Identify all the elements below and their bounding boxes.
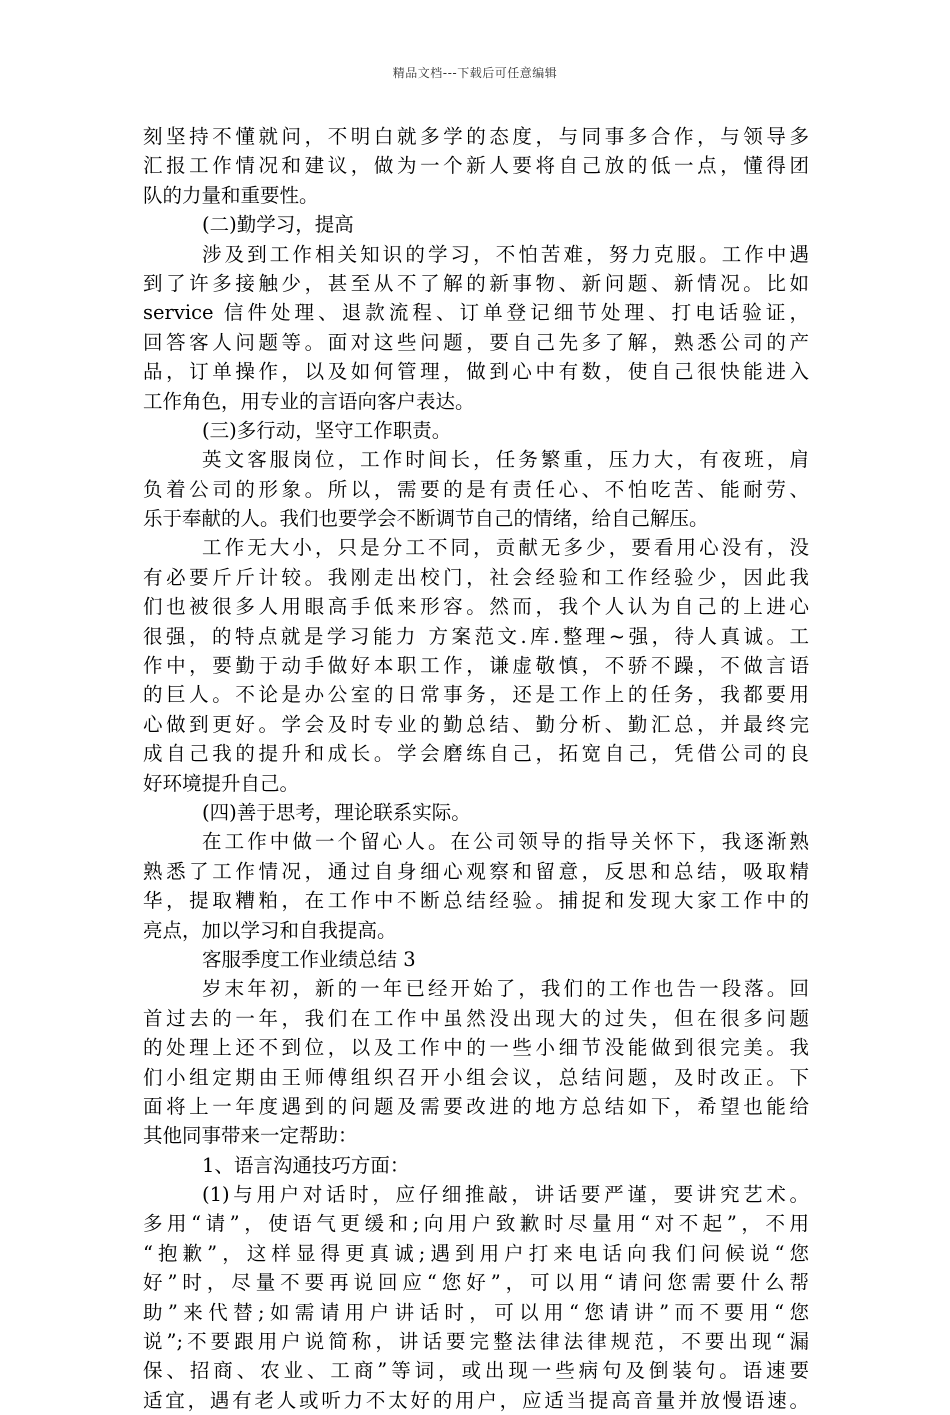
text-line: 到了许多接触少，甚至从不了解的新事物、新问题、新情况。比如 xyxy=(143,271,809,295)
text-line: (1)与用户对话时，应仔细推敲，讲话要严谨，要讲究艺术。 xyxy=(202,1183,809,1207)
text-line: service 信件处理、退款流程、订单登记细节处理、打电话验证， xyxy=(143,301,809,325)
text-line: 好环境提升自己。 xyxy=(143,771,300,795)
text-line: 保、招商、农业、工商”等词，或出现一些病句及倒装句。语速要 xyxy=(143,1359,809,1383)
text-line: 乐于奉献的人。我们也要学会不断调节自己的情绪，给自己解压。 xyxy=(143,507,709,531)
document-body xyxy=(143,122,809,1415)
text-line: (三)多行动，坚守工作职责。 xyxy=(202,418,452,442)
page-header: 精品文档---下载后可任意编辑 xyxy=(392,66,558,80)
text-line: 说”;不要跟用户说简称，讲话要完整法律法律规范，不要出现“漏 xyxy=(143,1330,809,1354)
text-line: (四)善于思考，理论联系实际。 xyxy=(202,800,471,824)
text-line: 客服季度工作业绩总结 3 xyxy=(202,947,416,971)
text-line: 助”来代替;如需请用户讲话时，可以用“您请讲”而不要用“您 xyxy=(143,1300,809,1324)
text-line: 刻坚持不懂就问，不明白就多学的态度，与同事多合作，与领导多 xyxy=(143,125,809,148)
text-line: “抱歉”，这样显得更真诚;遇到用户打来电话向我们问候说“您 xyxy=(143,1241,809,1265)
text-line: 适宜，遇有老人或听力不太好的用户，应适当提高音量并放慢语速。 xyxy=(143,1388,809,1412)
text-line: 好”时，尽量不要再说回应“您好”，可以用“请问您需要什么帮 xyxy=(143,1271,809,1295)
text-line: 队的力量和重要性。 xyxy=(143,183,319,207)
text-line: 多用“请”，使语气更缓和;向用户致歉时尽量用“对不起”，不用 xyxy=(143,1212,809,1236)
text-line: 的巨人。不论是办公室的日常事务，还是工作上的任务，我都要用 xyxy=(143,683,809,707)
text-line: 心做到更好。学会及时专业的勤总结、勤分析、勤汇总，并最终完 xyxy=(143,712,809,736)
text-line: 首过去的一年，我们在工作中虽然没出现大的过失，但在很多问题 xyxy=(143,1006,809,1030)
text-line: 岁末年初，新的一年已经开始了，我们的工作也告一段落。回 xyxy=(202,977,809,1001)
text-line: 很强，的特点就是学习能力 方案范文.库.整理~强，待人真诚。工 xyxy=(143,624,809,648)
text-line: 汇报工作情况和建议，做为一个新人要将自己放的低一点，懂得团 xyxy=(143,154,809,178)
text-line: 们也被很多人用眼高手低来形容。然而，我个人认为自己的上进心 xyxy=(143,595,809,619)
text-line: 面将上一年度遇到的问题及需要改进的地方总结如下，希望也能给 xyxy=(143,1094,809,1118)
text-line: 成自己我的提升和成长。学会磨练自己，拓宽自己，凭借公司的良 xyxy=(143,742,809,766)
text-line: 的处理上还不到位，以及工作中的一些小细节没能做到很完美。我 xyxy=(143,1036,809,1060)
text-line: (二)勤学习，提高 xyxy=(202,213,354,237)
text-line: 负着公司的形象。所以，需要的是有责任心、不怕吃苦、能耐劳、 xyxy=(143,477,809,501)
text-line: 华，提取糟粕，在工作中不断总结经验。捕捉和发现大家工作中的 xyxy=(143,889,809,913)
text-line: 亮点，加以学习和自我提高。 xyxy=(143,918,397,942)
text-line: 回答客人问题等。面对这些问题，要自己先多了解，熟悉公司的产 xyxy=(143,330,809,354)
text-line: 工作无大小，只是分工不同，贡献无多少，要看用心没有，没 xyxy=(202,536,809,560)
text-line: 品，订单操作，以及如何管理，做到心中有数，使自己很快能进入 xyxy=(143,360,809,384)
text-line: 工作角色，用专业的言语向客户表达。 xyxy=(143,389,475,413)
text-line: 有必要斤斤计较。我刚走出校门，社会经验和工作经验少，因此我 xyxy=(143,565,809,589)
text-line: 作中，要勤于动手做好本职工作，谦虚敬慎，不骄不躁，不做言语 xyxy=(143,654,809,678)
text-line: 在工作中做一个留心人。在公司领导的指导关怀下，我逐渐熟 xyxy=(202,830,809,854)
text-line: 们小组定期由王师傅组织召开小组会议，总结问题，及时改正。下 xyxy=(143,1065,809,1089)
text-line: 英文客服岗位，工作时间长，任务繁重，压力大，有夜班，肩 xyxy=(202,448,809,472)
text-line: 涉及到工作相关知识的学习，不怕苦难，努力克服。工作中遇 xyxy=(202,242,809,266)
text-line: 1、语言沟通技巧方面： xyxy=(202,1153,410,1177)
text-line: 熟悉了工作情况，通过自身细心观察和留意，反思和总结，吸取精 xyxy=(143,859,809,883)
text-line: 其他同事带来一定帮助： xyxy=(143,1124,358,1148)
